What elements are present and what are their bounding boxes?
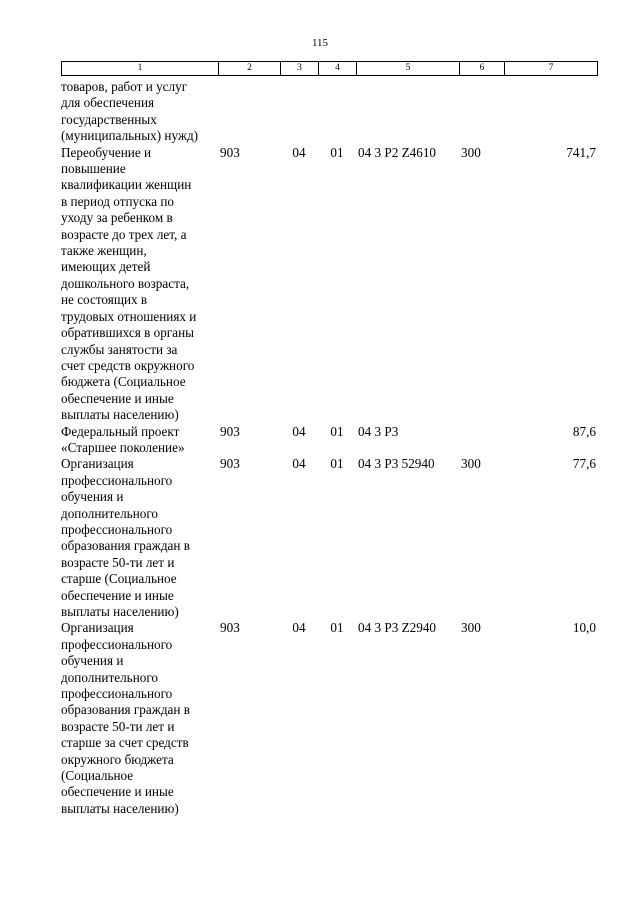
row-pr: 01 <box>330 144 344 160</box>
row-sum: 741,7 <box>566 144 596 160</box>
row-csr: 04 3 P2 Z4610 <box>358 144 437 160</box>
row-vr <box>459 424 504 457</box>
row-sum: 87,6 <box>572 423 596 439</box>
row-grbs: 903 <box>220 144 240 160</box>
row-sum: 77,6 <box>572 456 596 472</box>
table-header <box>61 61 598 76</box>
row-pr: 01 <box>330 423 344 439</box>
row-grbs: 903 <box>220 423 240 439</box>
header-col-2: 2 <box>219 62 281 75</box>
page-number: 115 <box>311 37 329 49</box>
table-row <box>61 620 598 817</box>
row-name: товаров, работ и услуг для обеспечения государственных (муниципальных) нужд) <box>61 79 199 144</box>
row-vr: 300 <box>461 144 481 160</box>
table-row <box>61 424 598 457</box>
header-col-1: 1 <box>62 62 219 75</box>
row-rz: 04 <box>292 423 306 439</box>
row-name: Федеральный проект «Старшее поколение» <box>61 423 185 455</box>
row-pr <box>318 79 356 145</box>
row-vr: 300 <box>461 620 481 636</box>
header-col-5: 5 <box>357 62 460 75</box>
row-grbs <box>218 79 280 145</box>
row-rz: 04 <box>292 620 306 636</box>
row-rz: 04 <box>292 456 306 472</box>
row-csr: 04 3 P3 Z2940 <box>358 620 437 636</box>
row-grbs: 903 <box>220 456 240 472</box>
row-vr <box>459 79 504 145</box>
row-name: Организация профессионального обучения и дополнительного профессионального образования граждан в возрасте 50-ти лет и старше (Социальное обеспечение и иные выплаты населению) <box>61 456 190 619</box>
row-csr: 04 3 P3 52940 <box>358 456 435 472</box>
table-row <box>61 79 598 145</box>
row-grbs: 903 <box>220 620 240 636</box>
header-col-4: 4 <box>319 62 357 75</box>
row-csr: 04 3 P3 <box>358 423 399 439</box>
header-col-7: 7 <box>548 63 554 73</box>
header-col-3: 3 <box>281 62 319 75</box>
row-sum <box>504 79 596 145</box>
row-rz <box>280 79 318 145</box>
row-rz: 04 <box>292 144 306 160</box>
table-row <box>61 145 598 424</box>
row-sum: 10,0 <box>572 620 596 636</box>
row-name: Переобучение и повышение квалификации женщин в период отпуска по уходу за ребенком в возрасте до трех лет, а также женщин, имеющих детей дошкольного возраста, не состоящих в трудовых отношениях и обратившихся в органы службы занятости за счет средств окружного бюджета (Социальное обеспечение и иные выплаты населению) <box>61 144 197 423</box>
table-row <box>61 456 598 620</box>
table-body <box>61 79 598 817</box>
header-col-6: 6 <box>460 62 505 75</box>
row-pr: 01 <box>330 620 344 636</box>
row-csr <box>356 79 459 145</box>
row-pr: 01 <box>330 456 344 472</box>
row-vr: 300 <box>461 456 481 472</box>
row-name: Организация профессионального обучения и дополнительного профессионального образования граждан в возрасте 50-ти лет и старше за счет средств окружного бюджета (Социальное обеспечение и иные выплаты населению) <box>61 620 190 816</box>
